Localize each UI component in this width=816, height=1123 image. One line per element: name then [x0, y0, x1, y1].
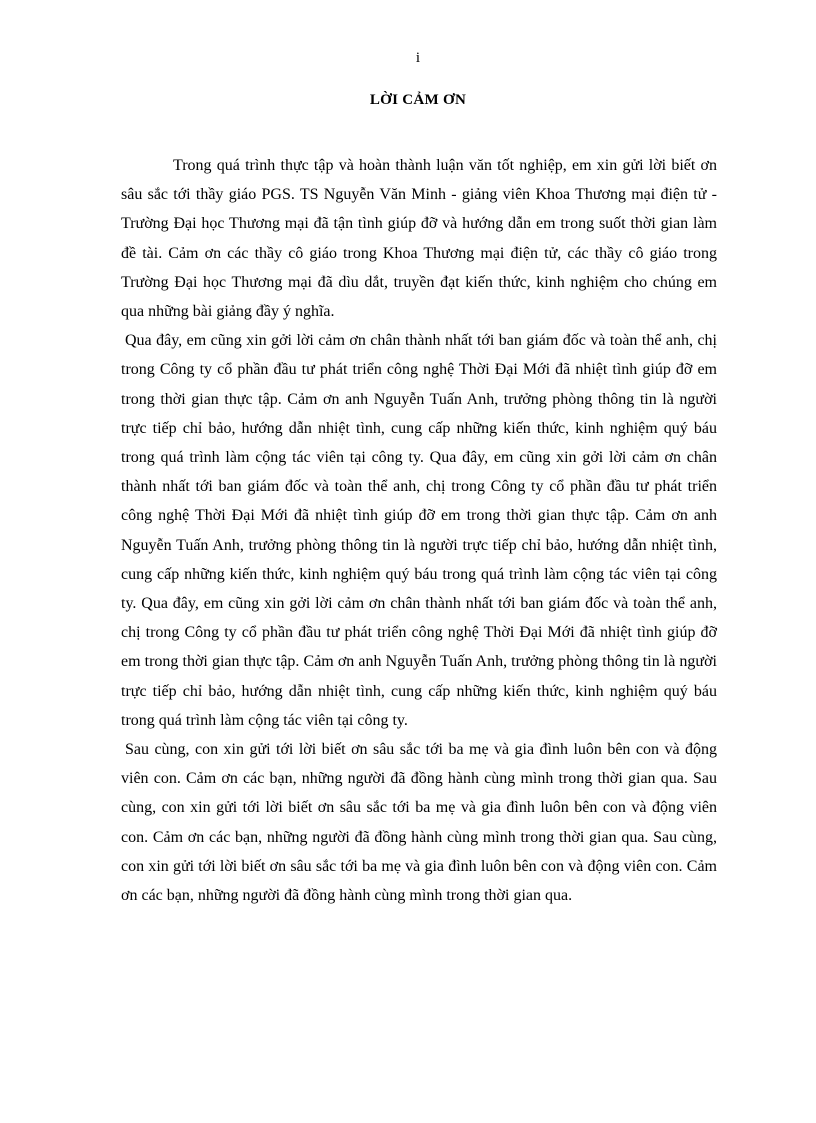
body-text	[121, 151, 717, 910]
paragraph-thanks-company: Qua đây, em cũng xin gởi lời cảm ơn chân thành nhất tới ban giám đốc và toàn thể anh, chị trong Công ty cổ phần đầu tư phát triển công nghệ Thời Đại Mới đã nhiệt tình giúp đỡ em trong thời gian thực tập. Cảm ơn anh Nguyễn Tuấn Anh, trưởng phòng thông tin là người trực tiếp chỉ bảo, hướng dẫn nhiệt tình, cung cấp những kiến thức, kinh nghiệm quý báu trong quá trình làm cộng tác viên tại công ty. Qua đây, em cũng xin gởi lời cảm ơn chân thành nhất tới ban giám đốc và toàn thể anh, chị trong Công ty cổ phần đầu tư phát triển công nghệ Thời Đại Mới đã nhiệt tình giúp đỡ em trong thời gian thực tập. Cảm ơn anh Nguyễn Tuấn Anh, trưởng phòng thông tin là người trực tiếp chỉ bảo, hướng dẫn nhiệt tình, cung cấp những kiến thức, kinh nghiệm quý báu trong quá trình làm cộng tác viên tại công ty. Qua đây, em cũng xin gởi lời cảm ơn chân thành nhất tới ban giám đốc và toàn thể anh, chị trong Công ty cổ phần đầu tư phát triển công nghệ Thời Đại Mới đã nhiệt tình giúp đỡ em trong thời gian thực tập. Cảm ơn anh Nguyễn Tuấn Anh, trưởng phòng thông tin là người trực tiếp chỉ bảo, hướng dẫn nhiệt tình, cung cấp những kiến thức, kinh nghiệm quý báu trong quá trình làm cộng tác viên tại công ty.	[121, 332, 717, 729]
page-number: i	[415, 50, 421, 66]
paragraph-thanks-supervisor: Trong quá trình thực tập và hoàn thành luận văn tốt nghiệp, em xin gửi lời biết ơn sâu sắc tới thầy giáo PGS. TS Nguyễn Văn Minh - giảng viên Khoa Thương mại điện tử - Trường Đại học Thương mại đã tận tình giúp đỡ và hướng dẫn em trong suốt thời gian làm đề tài. Cảm ơn các thầy cô giáo trong Khoa Thương mại điện tử, các thầy cô giáo trong Trường Đại học Thương mại đã dìu dắt, truyền đạt kiến thức, kinh nghiệm cho chúng em qua những bài giảng đầy ý nghĩa.	[121, 157, 717, 321]
page-title: LỜI CẢM ƠN	[369, 92, 467, 108]
paragraph-thanks-family: Sau cùng, con xin gửi tới lời biết ơn sâu sắc tới ba mẹ và gia đình luôn bên con và động viên con. Cảm ơn các bạn, những người đã đồng hành cùng mình trong thời gian qua. Sau cùng, con xin gửi tới lời biết ơn sâu sắc tới ba mẹ và gia đình luôn bên con và động viên con. Cảm ơn các bạn, những người đã đồng hành cùng mình trong thời gian qua. Sau cùng, con xin gửi tới lời biết ơn sâu sắc tới ba mẹ và gia đình luôn bên con và động viên con. Cảm ơn các bạn, những người đã đồng hành cùng mình trong thời gian qua.	[121, 741, 717, 905]
